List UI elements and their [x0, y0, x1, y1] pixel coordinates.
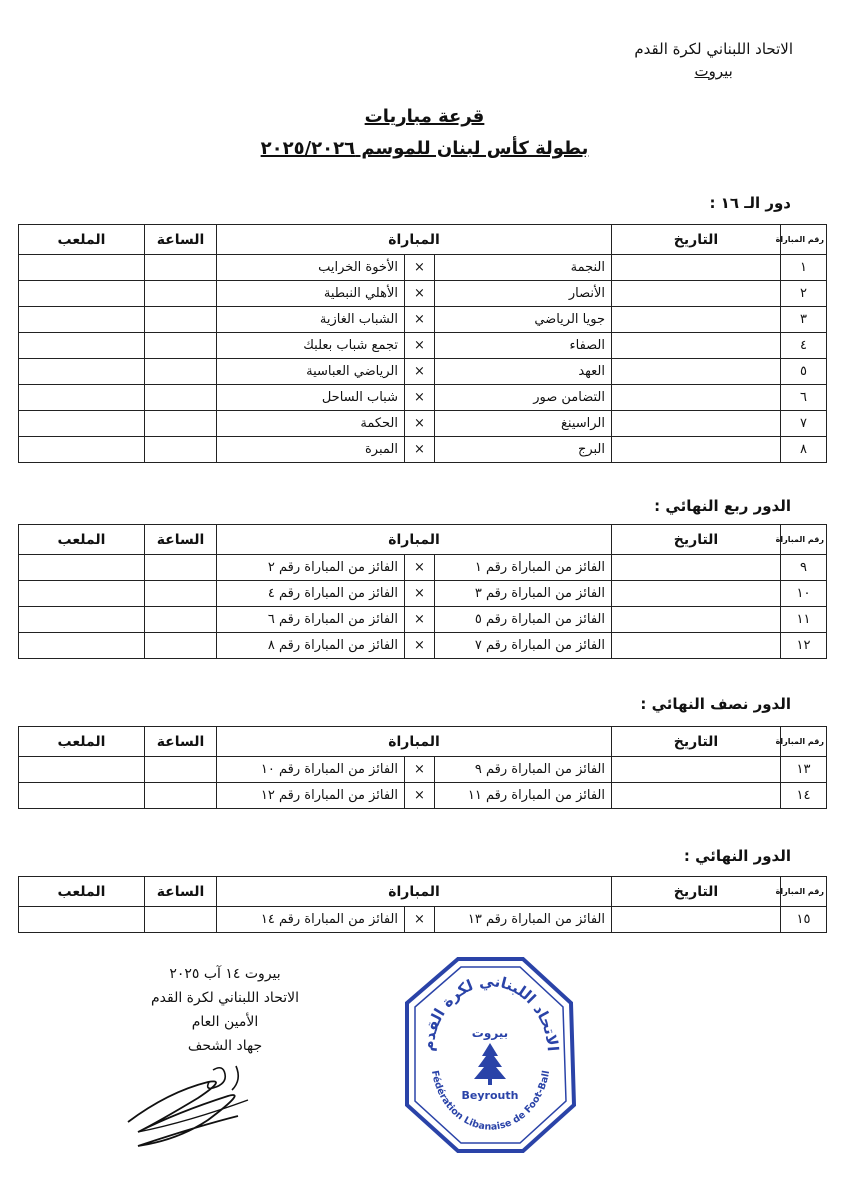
match-row [19, 359, 827, 385]
match-time [145, 385, 217, 411]
col-num: رقم المباراة [781, 225, 827, 255]
match-number: ١١ [781, 607, 827, 633]
vs-mark: × [405, 581, 435, 607]
match-date [612, 907, 781, 933]
home-team: البرج [435, 437, 612, 463]
federation-stamp [403, 955, 578, 1155]
match-number: ١٣ [781, 757, 827, 783]
home-team: الفائز من المباراة رقم ١١ [435, 783, 612, 809]
signature-name: جهاد الشحف [187, 1038, 263, 1054]
match-venue [19, 907, 145, 933]
col-num: رقم المباراة [781, 877, 827, 907]
col-date: التاريخ [612, 727, 781, 757]
vs-mark: × [405, 307, 435, 333]
home-team: النجمة [435, 255, 612, 281]
vs-mark: × [405, 757, 435, 783]
round16-table-header [19, 225, 827, 255]
away-team: تجمع شباب بعلبك [217, 333, 405, 359]
match-row [19, 255, 827, 281]
col-venue: الملعب [19, 727, 145, 757]
match-number: ١٢ [781, 633, 827, 659]
vs-mark: × [405, 281, 435, 307]
match-number: ٧ [781, 411, 827, 437]
quarter-rows [19, 555, 827, 659]
match-time [145, 633, 217, 659]
quarter-table [18, 524, 827, 659]
match-time [145, 581, 217, 607]
match-time [145, 359, 217, 385]
match-date [612, 359, 781, 385]
match-time [145, 607, 217, 633]
vs-mark: × [405, 385, 435, 411]
svg-text:Fédération Libanaise de Foot-B: Fédération Libanaise de Foot-Ball [428, 1069, 553, 1133]
col-time: الساعة [145, 877, 217, 907]
match-venue [19, 437, 145, 463]
home-team: جويا الرياضي [435, 307, 612, 333]
home-team: الفائز من المباراة رقم ٣ [435, 581, 612, 607]
vs-mark: × [405, 255, 435, 281]
match-date [612, 581, 781, 607]
vs-mark: × [405, 907, 435, 933]
match-date [612, 757, 781, 783]
document-subtitle: بطولة كأس لبنان للموسم ٢٠٢٥/٢٠٢٦ [260, 138, 589, 159]
handwritten-signature [118, 1062, 268, 1142]
match-date [612, 307, 781, 333]
federation-name: الاتحاد اللبناني لكرة القدم [634, 40, 793, 58]
match-time [145, 307, 217, 333]
away-team: الفائز من المباراة رقم ٤ [217, 581, 405, 607]
match-number: ٦ [781, 385, 827, 411]
svg-text:Beyrouth: Beyrouth [461, 1089, 519, 1102]
match-number: ١ [781, 255, 827, 281]
col-match: المباراة [217, 225, 612, 255]
match-row [19, 437, 827, 463]
svg-text:بيروت: بيروت [471, 1026, 509, 1040]
quarter-table-header [19, 525, 827, 555]
match-date [612, 555, 781, 581]
letterhead [634, 38, 793, 82]
match-row [19, 385, 827, 411]
match-venue [19, 757, 145, 783]
match-venue [19, 607, 145, 633]
match-date [612, 255, 781, 281]
away-team: الحكمة [217, 411, 405, 437]
match-row [19, 581, 827, 607]
signature-org: الاتحاد اللبناني لكرة القدم [150, 990, 300, 1006]
col-date: التاريخ [612, 525, 781, 555]
semi-table [18, 726, 827, 809]
match-number: ٣ [781, 307, 827, 333]
vs-mark: × [405, 359, 435, 385]
col-match: المباراة [217, 525, 612, 555]
col-venue: الملعب [19, 225, 145, 255]
section-semi-label: الدور نصف النهائي : [640, 695, 791, 713]
home-team: الفائز من المباراة رقم ١ [435, 555, 612, 581]
match-time [145, 437, 217, 463]
match-venue [19, 411, 145, 437]
match-time [145, 333, 217, 359]
match-row [19, 757, 827, 783]
col-num: رقم المباراة [781, 525, 827, 555]
match-number: ٩ [781, 555, 827, 581]
col-time: الساعة [145, 225, 217, 255]
home-team: الصفاء [435, 333, 612, 359]
col-date: التاريخ [612, 877, 781, 907]
signature-block [95, 962, 355, 1058]
col-match: المباراة [217, 727, 612, 757]
match-time [145, 783, 217, 809]
match-venue [19, 255, 145, 281]
vs-mark: × [405, 437, 435, 463]
match-date [612, 607, 781, 633]
match-venue [19, 359, 145, 385]
match-row [19, 281, 827, 307]
match-number: ١٠ [781, 581, 827, 607]
match-venue [19, 281, 145, 307]
match-date [612, 281, 781, 307]
match-number: ١٤ [781, 783, 827, 809]
match-number: ١٥ [781, 907, 827, 933]
match-venue [19, 307, 145, 333]
home-team: الفائز من المباراة رقم ١٣ [435, 907, 612, 933]
svg-text:الاتحاد اللبناني لكرة القدم: الاتحاد اللبناني لكرة القدم [418, 972, 562, 1053]
col-time: الساعة [145, 727, 217, 757]
vs-mark: × [405, 607, 435, 633]
match-time [145, 281, 217, 307]
col-num: رقم المباراة [781, 727, 827, 757]
home-team: الفائز من المباراة رقم ٧ [435, 633, 612, 659]
section-round16-label: دور الـ ١٦ : [709, 194, 791, 212]
match-row [19, 607, 827, 633]
home-team: التضامن صور [435, 385, 612, 411]
match-date [612, 437, 781, 463]
vs-mark: × [405, 411, 435, 437]
match-row [19, 907, 827, 933]
vs-mark: × [405, 783, 435, 809]
col-match: المباراة [217, 877, 612, 907]
away-team: الشباب الغازية [217, 307, 405, 333]
col-time: الساعة [145, 525, 217, 555]
match-date [612, 411, 781, 437]
home-team: الأنصار [435, 281, 612, 307]
match-number: ٨ [781, 437, 827, 463]
vs-mark: × [405, 633, 435, 659]
col-venue: الملعب [19, 877, 145, 907]
away-team: الأخوة الخرايب [217, 255, 405, 281]
away-team: الفائز من المباراة رقم ١٠ [217, 757, 405, 783]
match-venue [19, 633, 145, 659]
away-team: الفائز من المباراة رقم ١٤ [217, 907, 405, 933]
match-time [145, 411, 217, 437]
col-venue: الملعب [19, 525, 145, 555]
match-date [612, 385, 781, 411]
match-venue [19, 581, 145, 607]
away-team: الفائز من المباراة رقم ٨ [217, 633, 405, 659]
place-date: بيروت ١٤ آب ٢٠٢٥ [169, 966, 281, 982]
round16-table [18, 224, 827, 463]
match-venue [19, 555, 145, 581]
match-date [612, 333, 781, 359]
home-team: العهد [435, 359, 612, 385]
city-name: بيروت [694, 62, 733, 80]
match-number: ٢ [781, 281, 827, 307]
match-row [19, 633, 827, 659]
signature-role: الأمين العام [191, 1014, 259, 1030]
vs-mark: × [405, 555, 435, 581]
section-final-label: الدور النهائي : [683, 847, 791, 865]
away-team: الفائز من المباراة رقم ١٢ [217, 783, 405, 809]
round16-rows [19, 255, 827, 463]
section-quarter-label: الدور ربع النهائي : [654, 497, 791, 515]
match-row [19, 333, 827, 359]
match-date [612, 633, 781, 659]
match-row [19, 307, 827, 333]
match-time [145, 757, 217, 783]
away-team: الفائز من المباراة رقم ٦ [217, 607, 405, 633]
away-team: الرياضي العباسية [217, 359, 405, 385]
home-team: الفائز من المباراة رقم ٥ [435, 607, 612, 633]
match-number: ٤ [781, 333, 827, 359]
semi-rows [19, 757, 827, 809]
match-time [145, 907, 217, 933]
match-row [19, 411, 827, 437]
match-time [145, 555, 217, 581]
final-rows [19, 907, 827, 933]
away-team: الفائز من المباراة رقم ٢ [217, 555, 405, 581]
away-team: المبرة [217, 437, 405, 463]
match-venue [19, 385, 145, 411]
match-venue [19, 783, 145, 809]
match-venue [19, 333, 145, 359]
col-date: التاريخ [612, 225, 781, 255]
vs-mark: × [405, 333, 435, 359]
match-number: ٥ [781, 359, 827, 385]
away-team: شباب الساحل [217, 385, 405, 411]
match-time [145, 255, 217, 281]
home-team: الفائز من المباراة رقم ٩ [435, 757, 612, 783]
match-date [612, 783, 781, 809]
document-title: قرعة مباريات [364, 106, 485, 127]
final-table-header [19, 877, 827, 907]
semi-table-header [19, 727, 827, 757]
match-row [19, 555, 827, 581]
match-row [19, 783, 827, 809]
home-team: الراسينغ [435, 411, 612, 437]
away-team: الأهلي النبطية [217, 281, 405, 307]
final-table [18, 876, 827, 933]
